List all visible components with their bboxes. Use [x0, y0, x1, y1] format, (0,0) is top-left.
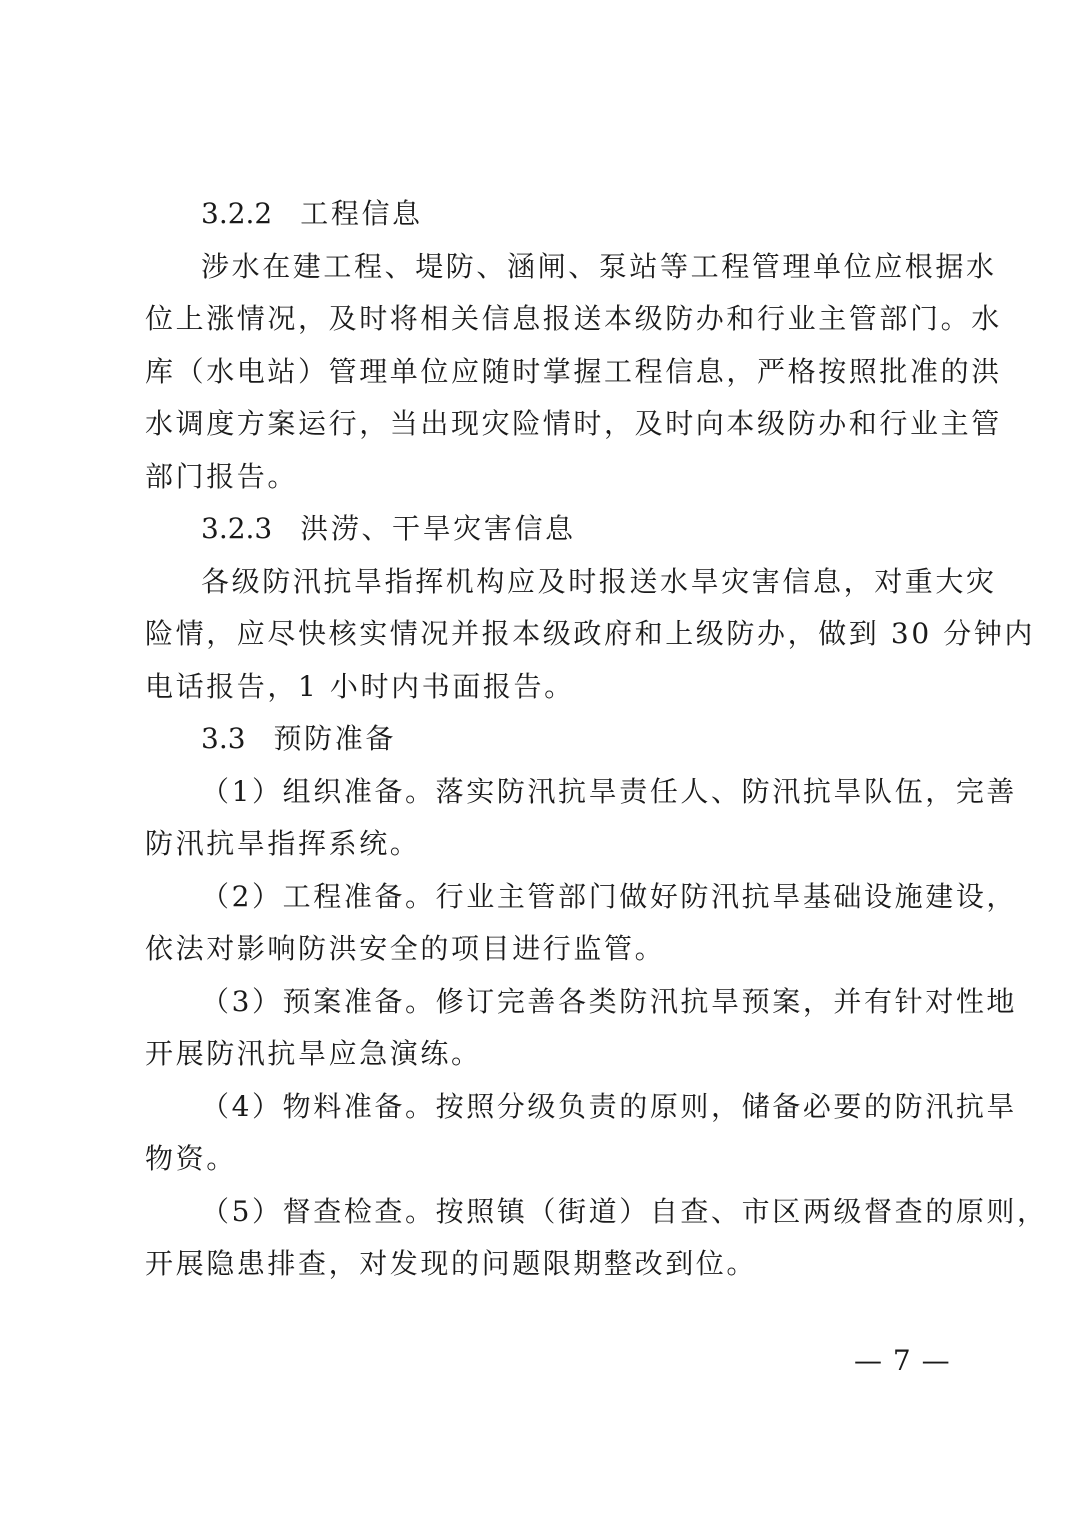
paragraph-line: 部门报告。	[145, 459, 299, 493]
paragraph-line: 位上涨情况，及时将相关信息报送本级防办和行业主管部门。水	[145, 302, 1002, 335]
paragraph-line: 电话报告，1 小时内书面报告。	[145, 669, 575, 703]
list-item-line: （1）组织准备。落实防汛抗旱责任人、防汛抗旱队伍，完善	[201, 774, 1018, 808]
section-number: 3.2.3	[201, 512, 273, 545]
section-3-2-3-heading	[145, 503, 945, 556]
page-number: — 7 —	[854, 1344, 951, 1377]
section-number: 3.3	[201, 722, 246, 755]
section-title: 洪涝、干旱灾害信息	[300, 512, 576, 545]
list-item-line: 防汛抗旱指挥系统。	[145, 827, 421, 860]
list-item-line: （2）工程准备。行业主管部门做好防汛抗旱基础设施建设，	[201, 879, 1018, 913]
list-item-line: 依法对影响防洪安全的项目进行监管。	[145, 932, 666, 965]
section-3-3-heading	[145, 713, 945, 766]
section-title: 预防准备	[273, 722, 396, 755]
section-title: 工程信息	[300, 197, 423, 230]
paragraph-line: 险情，应尽快核实情况并报本级政府和上级防办，做到 30 分钟内	[145, 617, 1036, 650]
section-3-2-2-heading	[145, 188, 945, 241]
list-item-line: 开展隐患排查，对发现的问题限期整改到位。	[145, 1247, 758, 1280]
paragraph-line: 各级防汛抗旱指挥机构应及时报送水旱灾害信息，对重大灾	[201, 564, 997, 598]
paragraph-line: 库（水电站）管理单位应随时掌握工程信息，严格按照批准的洪	[145, 354, 1002, 388]
list-item-line: （3）预案准备。修订完善各类防汛抗旱预案，并有针对性地	[201, 984, 1018, 1018]
section-number: 3.2.2	[201, 197, 273, 230]
page-body	[145, 188, 1048, 1291]
paragraph-line: 涉水在建工程、堤防、涵闸、泵站等工程管理单位应根据水	[201, 249, 997, 283]
list-item-line: 开展防汛抗旱应急演练。	[145, 1037, 482, 1070]
paragraph-line: 水调度方案运行，当出现灾险情时，及时向本级防办和行业主管	[145, 407, 1002, 440]
list-item-line: 物资。	[145, 1142, 237, 1175]
list-item-line: （5）督查检查。按照镇（街道）自查、市区两级督查的原则，	[201, 1194, 1048, 1228]
list-item-line: （4）物料准备。按照分级负责的原则，储备必要的防汛抗旱	[201, 1089, 1018, 1123]
